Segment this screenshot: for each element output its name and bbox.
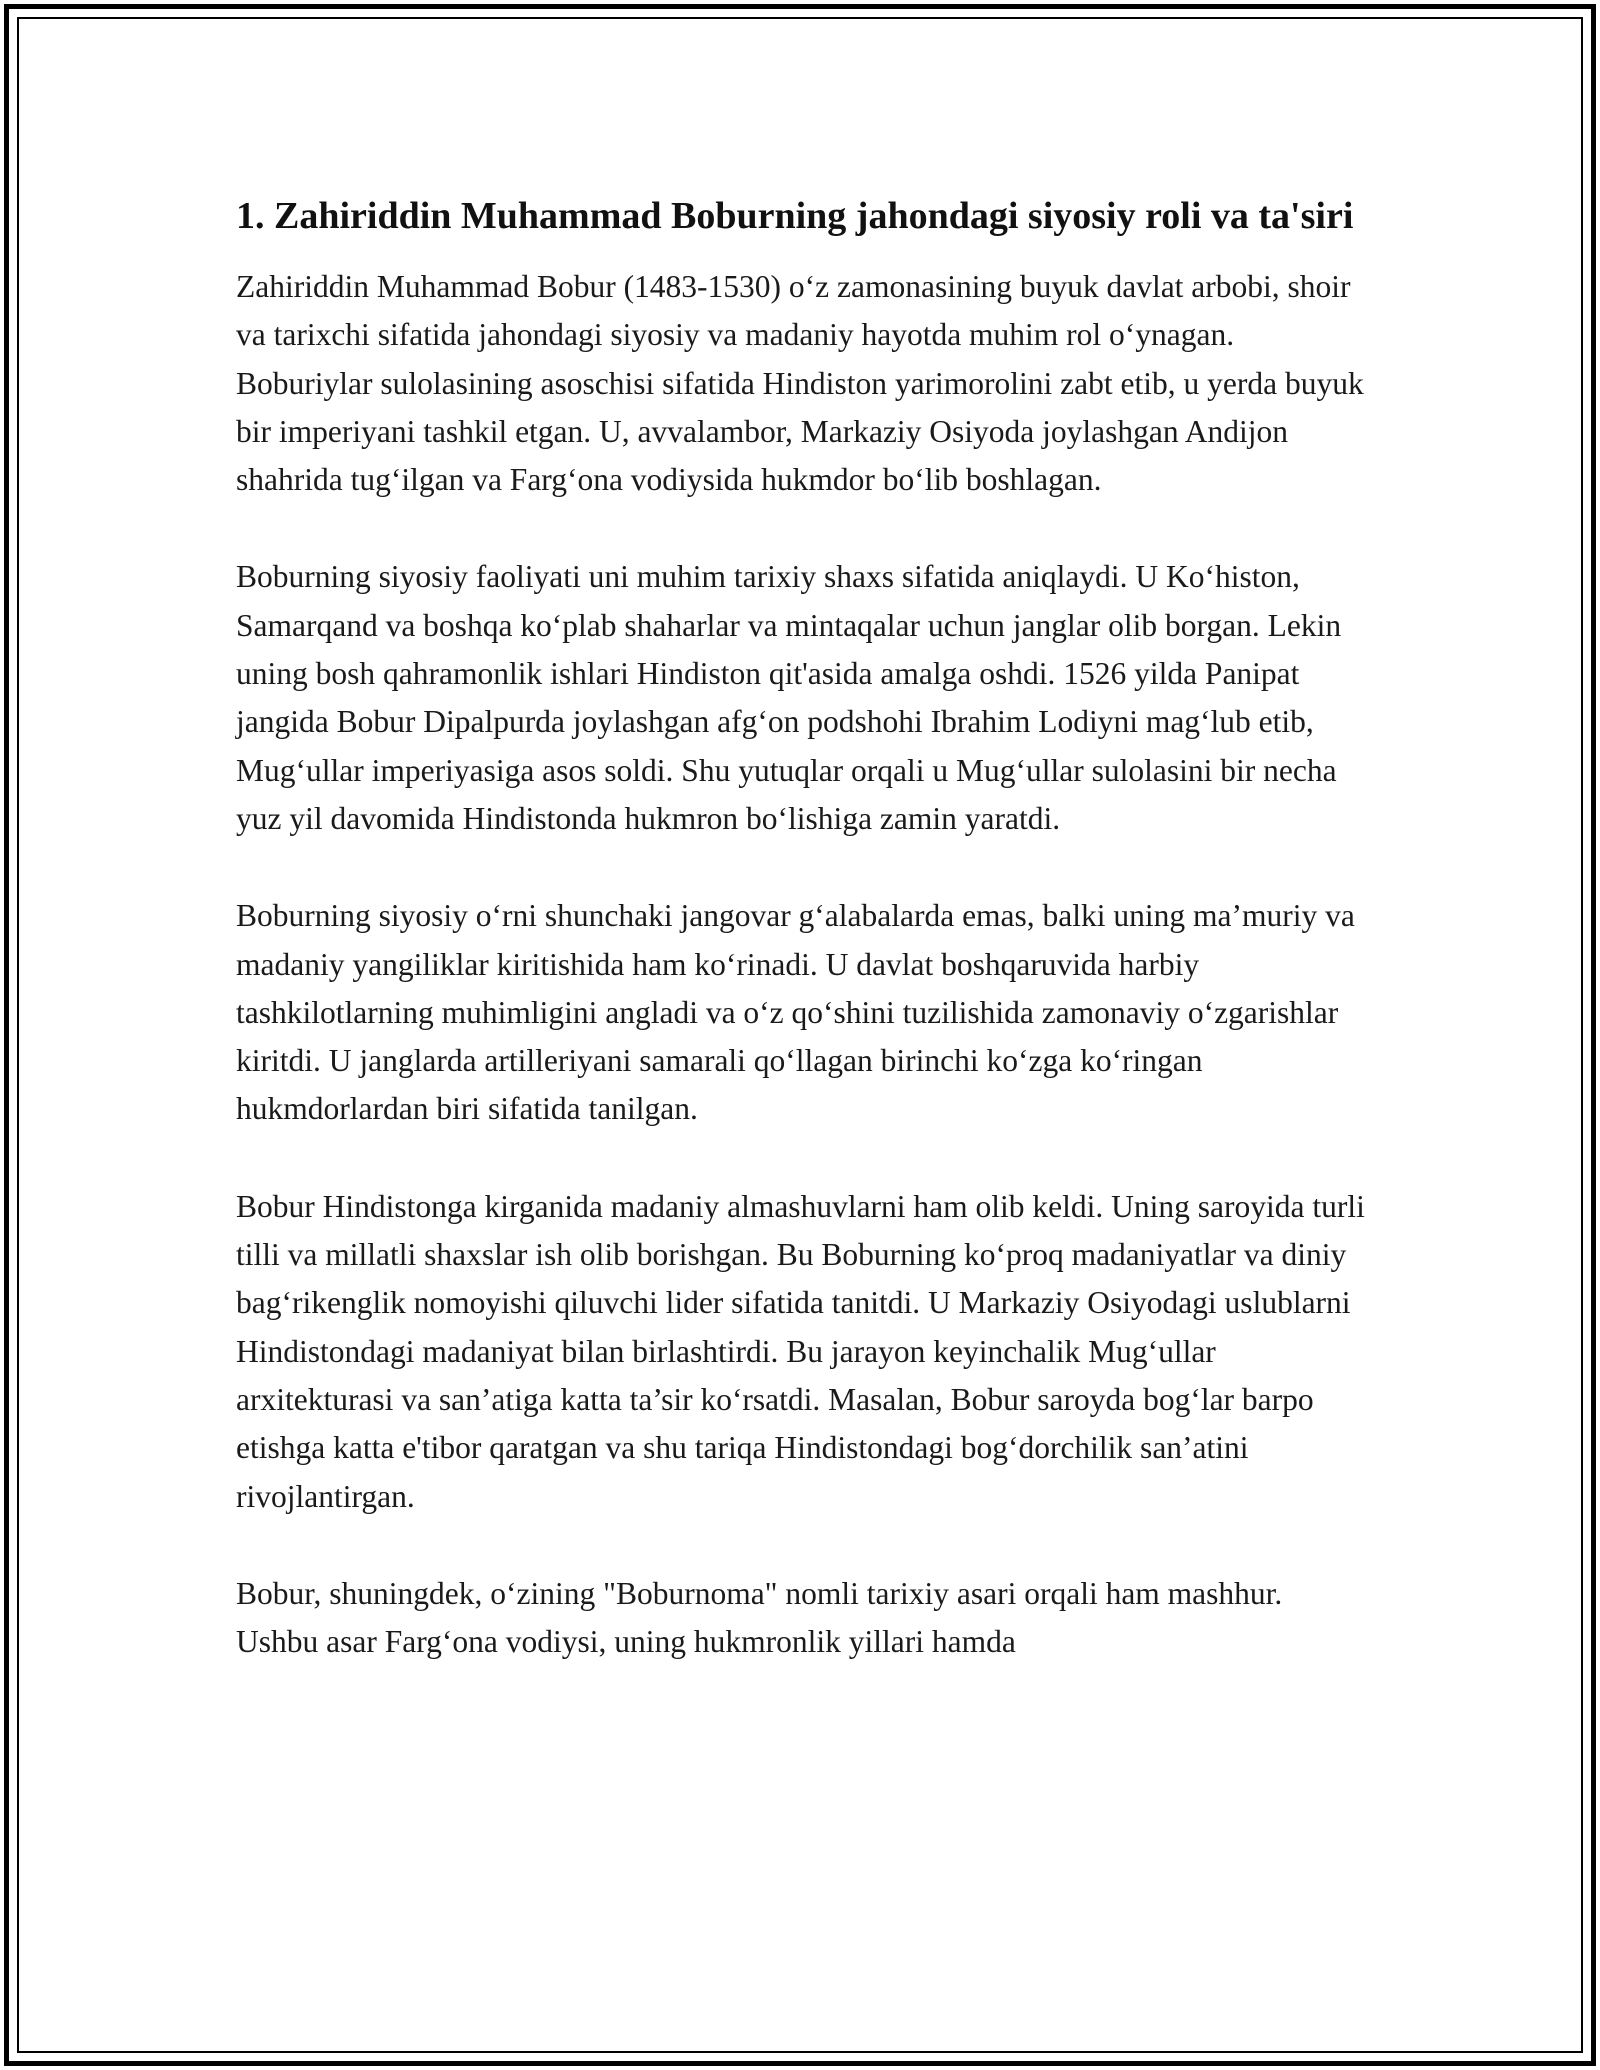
section-heading: 1. Zahiriddin Muhammad Boburning jahondagi siyosiy roli va ta'siri [236, 195, 1354, 237]
paragraph-3: Boburning siyosiy o‘rni shunchaki jangovar g‘alabalarda emas, balki uning ma’muriy va madaniy yangiliklar kiritishida ham ko‘rinadi. U davlat boshqaruvida harbiy tashkilotlarning muhimligini angladi va o‘z qo‘shini tuzilishida zamonaviy o‘zgarishlar kiritdi. U janglarda artilleriyani samarali qo‘llagan birinchi ko‘zga ko‘ringan hukmdorlardan biri sifatida tanilgan. [236, 898, 1355, 1127]
document-body [236, 188, 1366, 1715]
paragraph-5: Bobur, shuningdek, o‘zining "Boburnoma" nomli tarixiy asari orqali ham mashhur. Ushbu asar Farg‘ona vodiysi, uning hukmronlik yillari hamda [236, 1575, 1283, 1660]
paragraph-2: Boburning siyosiy faoliyati uni muhim tarixiy shaxs sifatida aniqlaydi. U Ko‘histon, Samarqand va boshqa ko‘plab shaharlar va mintaqalar uchun janglar olib borgan. Lekin uning bosh qahramonlik ishlari Hindiston qit'asida amalga oshdi. 1526 yilda Panipat jangida Bobur Dipalpurda joylashgan afg‘on podshohi Ibrahim Lodiyni mag‘lub etib, Mug‘ullar imperiyasiga asos soldi. Shu yutuqlar orqali u Mug‘ullar sulolasini bir necha yuz yil davomida Hindistonda hukmron bo‘lishiga zamin yaratdi. [236, 559, 1342, 836]
paragraph-4: Bobur Hindistonga kirganida madaniy almashuvlarni ham olib keldi. Uning saroyida turli tilli va millatli shaxslar ish olib borishgan. Bu Boburning ko‘proq madaniyatlar va diniy bag‘rikenglik nomoyishi qiluvchi lider sifatida tanitdi. U Markaziy Osiyodagi uslublarni Hindistondagi madaniyat bilan birlashtirdi. Bu jarayon keyinchalik Mug‘ullar arxitekturasi va san’atiga katta ta’sir ko‘rsatdi. Masalan, Bobur saroyda bog‘lar barpo etishga katta e'tibor qaratgan va shu tariqa Hindistondagi bog‘dorchilik san’atini rivojlantirgan. [236, 1188, 1365, 1514]
paragraph-1: Zahiriddin Muhammad Bobur (1483-1530) o‘z zamonasining buyuk davlat arbobi, shoir va tarixchi sifatida jahondagi siyosiy va madaniy hayotda muhim rol o‘ynagan. Boburiylar sulolasining asoschisi sifatida Hindiston yarimorolini zabt etib, u yerda buyuk bir imperiyani tashkil etgan. U, avvalambor, Markaziy Osiyoda joylashgan Andijon shahrida tug‘ilgan va Farg‘ona vodiysida hukmdor bo‘lib boshlagan. [236, 269, 1364, 498]
